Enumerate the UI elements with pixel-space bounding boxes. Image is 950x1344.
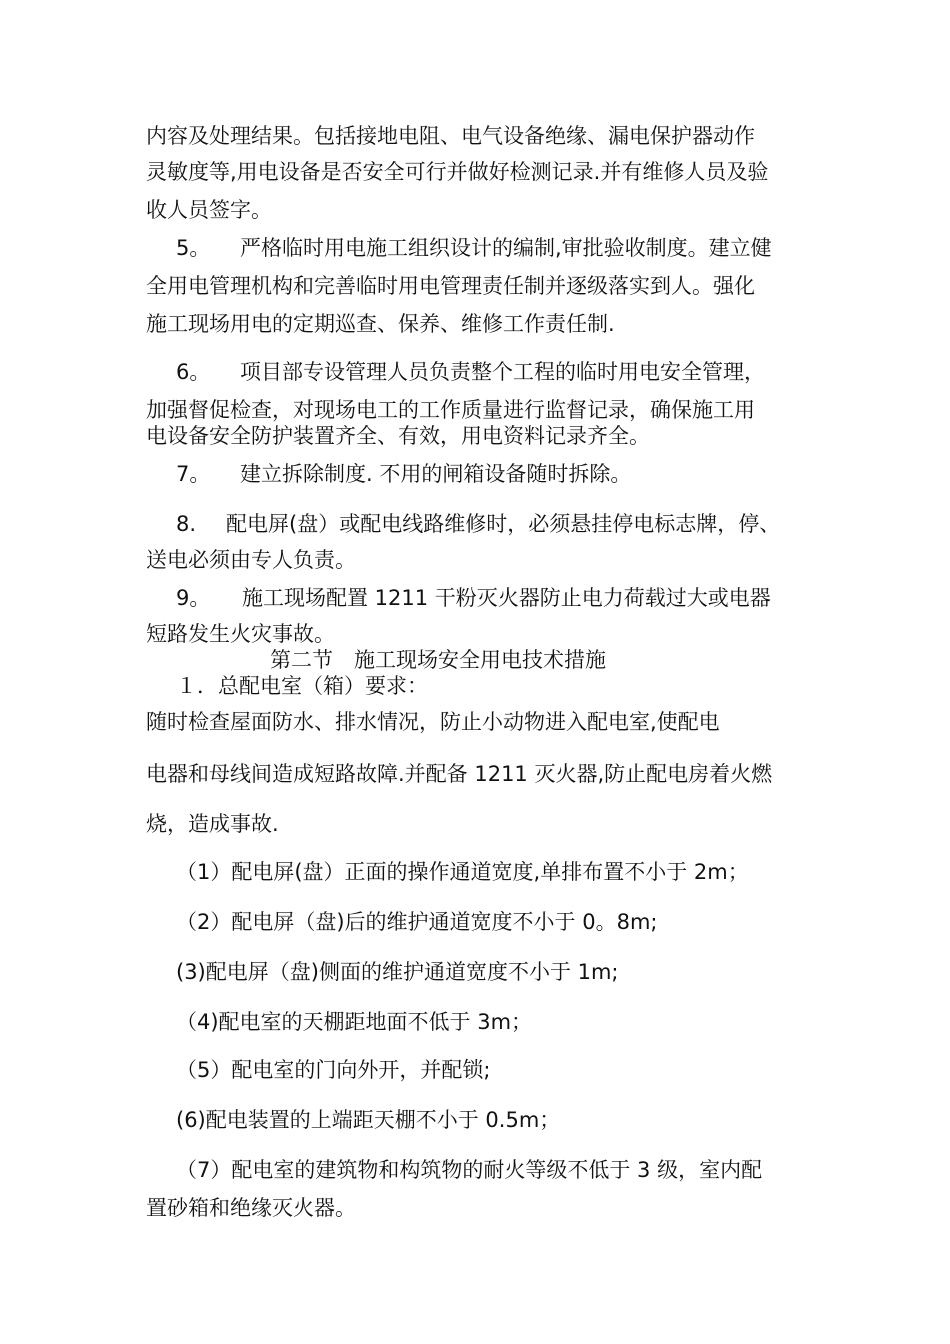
list-item: （7）配电室的建筑物和构筑物的耐火等级不低于 3 级，室内配 xyxy=(176,1158,763,1182)
text-line: 电设备安全防护装置齐全、有效，用电资料记录齐全。 xyxy=(146,424,650,448)
item-number: 7。 xyxy=(176,462,211,486)
list-item: （5）配电室的门向外开，并配锁; xyxy=(176,1058,491,1082)
text-line: 内容及处理结果。包括接地电阻、电气设备绝缘、漏电保护器动作 xyxy=(146,124,755,148)
text-line: 电器和母线间造成短路故障.并配备 1211 灭火器,防止配电房着火燃 xyxy=(146,762,773,786)
list-item: (6)配电装置的上端距天棚不小于 0.5m； xyxy=(176,1108,561,1132)
item-number: 5。 xyxy=(176,236,211,260)
text-line: 项目部专设管理人员负责整个工程的临时用电安全管理， xyxy=(240,360,765,384)
text-line: 随时检查屋面防水、排水情况，防止小动物进入配电室,使配电 xyxy=(146,710,720,734)
text-line: 短路发生火灾事故。 xyxy=(146,622,335,646)
text-line: 施工现场配置 1211 干粉灭火器防止电力荷载过大或电器 xyxy=(242,586,771,610)
list-item: （4)配电室的天棚距地面不低于 3m； xyxy=(176,1010,533,1034)
text-line: 配电屏(盘）或配电线路维修时，必须悬挂停电标志牌，停、 xyxy=(226,512,781,536)
item-number: 6。 xyxy=(176,360,211,384)
section-heading: 第二节 施工现场安全用电技术措施 xyxy=(270,648,606,672)
list-item: （1）配电屏(盘）正面的操作通道宽度,单排布置不小于 2m； xyxy=(176,860,749,884)
list-item: （2）配电屏（盘)后的维护通道宽度不小于 0。8m; xyxy=(176,910,658,934)
text-line: 置砂箱和绝缘灭火器。 xyxy=(146,1196,356,1220)
text-line: 烧，造成事故. xyxy=(146,812,279,836)
item-number: 8. xyxy=(176,512,197,536)
text-line: 施工现场用电的定期巡查、保养、维修工作责任制. xyxy=(146,312,615,336)
text-line: 严格临时用电施工组织设计的编制,审批验收制度。建立健 xyxy=(240,236,772,260)
item-number: 9。 xyxy=(176,586,211,610)
text-line: 收人员签字。 xyxy=(146,198,272,222)
text-line: 建立拆除制度. 不用的闸箱设备随时拆除。 xyxy=(240,462,632,486)
list-item: (3)配电屏（盘)侧面的维护通道宽度不小于 1m; xyxy=(176,960,619,984)
text-line: 送电必须由专人负责。 xyxy=(146,548,356,572)
text-line: 加强督促检查，对现场电工的工作质量进行监督记录，确保施工用 xyxy=(146,398,755,422)
text-line: 全用电管理机构和完善临时用电管理责任制并逐级落实到人。强化 xyxy=(146,274,755,298)
sub-heading: １．总配电室（箱）要求： xyxy=(176,674,428,698)
text-line: 灵敏度等,用电设备是否安全可行并做好检测记录.并有维修人员及验 xyxy=(146,160,769,184)
